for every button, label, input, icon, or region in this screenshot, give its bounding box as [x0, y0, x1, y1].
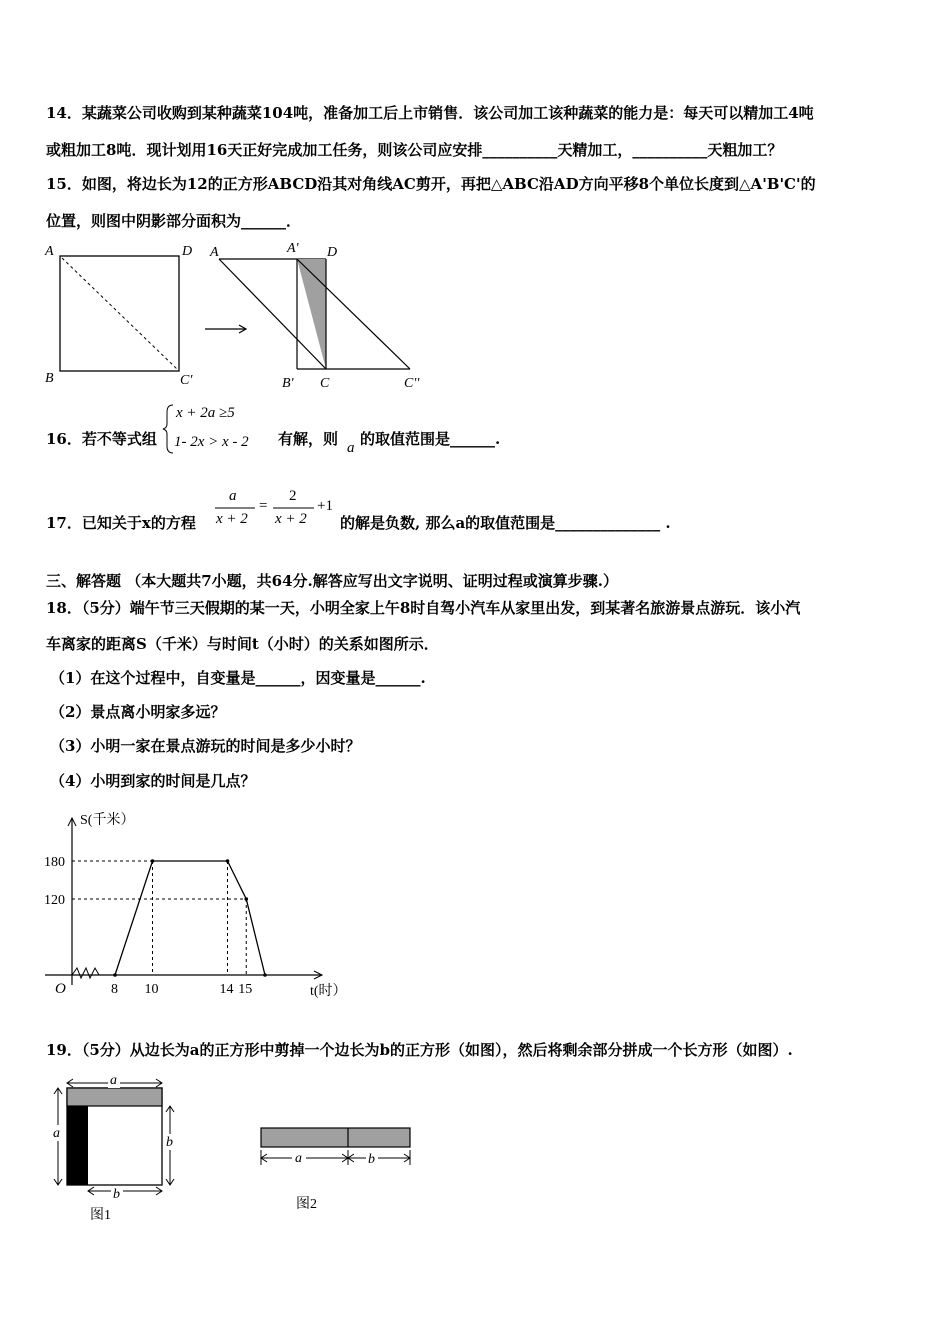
- fig2-label-a: a: [295, 1151, 302, 1166]
- gray-strip: [67, 1088, 162, 1106]
- q14-line1: 14．某蔬菜公司收购到某种蔬菜104吨，准备加工后上市销售．该公司加工该种蔬菜的能力是：每天可以精加工4吨: [46, 104, 814, 122]
- y-axis-label: S(千米）: [80, 813, 135, 828]
- label-A-right: A: [210, 245, 219, 260]
- x-tick-label: 14: [219, 982, 234, 997]
- label-C-right: C: [320, 376, 330, 391]
- q15-left-figure: [44, 244, 193, 388]
- q16-inequality-2: 1- 2x > x - 2: [174, 434, 249, 450]
- q17-suffix: 的解是负数, 那么a的取值范围是______________ .: [340, 514, 671, 532]
- q18-sub1: （1）在这个过程中，自变量是______，因变量是______.: [50, 669, 426, 687]
- q16-prefix: 16．若不等式组: [46, 430, 157, 448]
- fig1-left-label: a: [53, 1126, 60, 1141]
- x-tick-label: 8: [111, 982, 118, 997]
- q15-right-figure: [209, 241, 420, 391]
- q18-sub4: （4）小明到家的时间是几点？: [50, 772, 256, 790]
- x-tick-label: 10: [144, 982, 159, 997]
- axis-break: [72, 968, 99, 978]
- q19-figure2: [261, 1128, 410, 1212]
- q16-var: a: [347, 440, 355, 456]
- y-tick-label: 120: [44, 893, 65, 908]
- series-line: [115, 861, 265, 975]
- label-B-prime: B': [282, 376, 294, 391]
- q18-sub2: （2）景点离小明家多远？: [50, 703, 226, 721]
- label-A: A: [45, 244, 54, 259]
- label-D-right: D: [327, 245, 338, 260]
- origin-label: O: [55, 981, 66, 997]
- fig1-caption: 图1: [90, 1208, 111, 1223]
- y-tick-label: 180: [44, 855, 65, 870]
- q16-suffix: 的取值范围是______.: [360, 430, 501, 448]
- black-strip: [67, 1106, 88, 1185]
- q17-plus-one: +1: [317, 498, 333, 514]
- q15-line2: 位置，则图中阴影部分面积为______．: [46, 212, 302, 230]
- q15-line1: 15．如图，将边长为12的正方形ABCD沿其对角线AC剪开，再把△ABC沿AD方向平移8个单位长度到△A'B'C'的: [46, 175, 816, 193]
- right-arrow-icon: [205, 325, 246, 333]
- q14-line2: 或粗加工8吨．现计划用16天正好完成加工任务，则该公司应安排__________天精加工，__________天粗加工？: [46, 141, 783, 159]
- q17-num-right: 2: [289, 488, 297, 504]
- x-tick-label: 15: [238, 982, 253, 997]
- label-C-prime: C': [180, 373, 193, 388]
- fig1-right-label: b: [166, 1135, 173, 1150]
- q17-equals: =: [259, 498, 268, 514]
- q18-chart: [44, 811, 347, 999]
- data-point: [263, 973, 267, 977]
- fig2-label-b: b: [368, 1152, 375, 1167]
- q16-inequality-1: x + 2a ≥5: [176, 405, 235, 421]
- q17-den-right: x + 2: [275, 511, 307, 527]
- q17-prefix: 17．已知关于x的方程: [46, 514, 196, 532]
- data-point: [113, 973, 117, 977]
- fig1-bottom-label: b: [113, 1187, 120, 1202]
- q16-brace: [163, 405, 173, 453]
- q16-mid: 有解，则: [278, 430, 339, 448]
- x-axis-label: t(时）: [310, 984, 347, 999]
- label-D: D: [182, 244, 193, 259]
- label-C-double-prime: C'': [404, 376, 420, 391]
- label-A-prime: A': [287, 241, 299, 256]
- q19-figure1: [52, 1072, 177, 1223]
- q17-num-left: a: [229, 488, 237, 504]
- q18-sub3: （3）小明一家在景点游玩的时间是多少小时？: [50, 737, 361, 755]
- q17-den-left: x + 2: [216, 511, 248, 527]
- label-B: B: [45, 371, 54, 386]
- fig1-top-label: a: [110, 1073, 117, 1088]
- q18-line2: 车离家的距离S（千米）与时间t（小时）的关系如图所示．: [46, 635, 439, 653]
- q18-line1: 18．（5分）端午节三天假期的某一天，小明全家上午8时自驾小汽车从家里出发，到某著名旅游景点游玩．该小汽: [46, 599, 801, 617]
- q19-text: 19．（5分）从边长为a的正方形中剪掉一个边长为b的正方形（如图），然后将剩余部分拼成一个长方形（如图）.: [46, 1041, 793, 1059]
- section3-heading: 三、解答题 （本大题共7小题，共64分.解答应写出文字说明、证明过程或演算步骤.）: [46, 572, 618, 590]
- fig2-caption: 图2: [296, 1197, 317, 1212]
